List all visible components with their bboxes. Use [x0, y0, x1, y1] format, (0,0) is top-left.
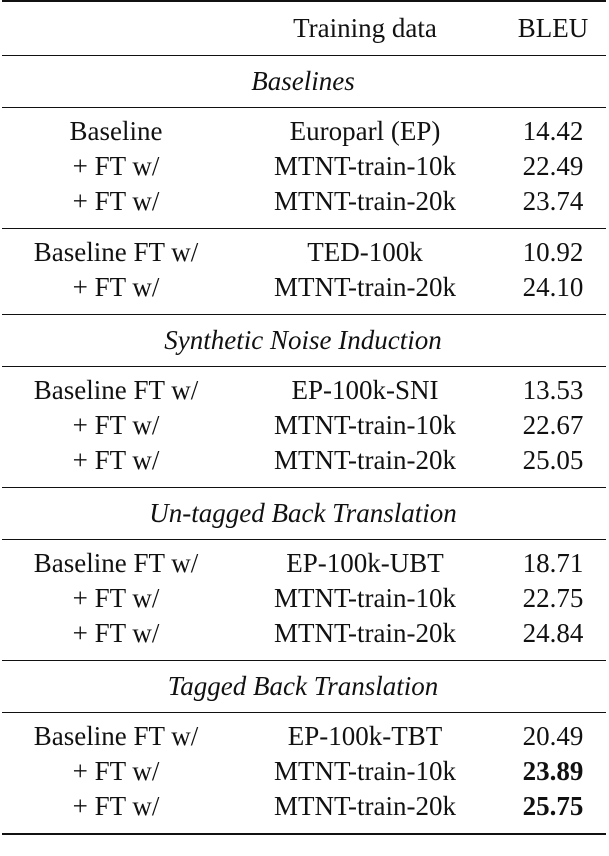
table-row [0, 149, 609, 184]
table-row [0, 754, 609, 789]
cell-training-data: MTNT-train-10k [274, 756, 456, 786]
cell-training-data: EP-100k-SNI [291, 375, 439, 405]
cell-training-data: MTNT-train-20k [274, 186, 456, 216]
cell-bleu: 25.75 [522, 791, 584, 821]
cell-bleu: 22.49 [522, 151, 584, 181]
cell-bleu: 24.84 [522, 618, 584, 648]
bottom-rule [2, 833, 606, 835]
cell-bleu: 20.49 [522, 721, 584, 751]
cell-model: Baseline FT w/ [33, 237, 199, 267]
cell-bleu: 23.89 [522, 756, 584, 786]
table-row [0, 789, 609, 824]
table-row [0, 270, 609, 305]
cell-model: + FT w/ [72, 151, 160, 181]
cell-training-data: MTNT-train-10k [274, 410, 456, 440]
cell-training-data: MTNT-train-20k [274, 272, 456, 302]
cell-training-data: MTNT-train-20k [274, 618, 456, 648]
cell-training-data: TED-100k [307, 237, 423, 267]
cell-model: Baseline FT w/ [33, 375, 199, 405]
cell-model: Baseline FT w/ [33, 548, 199, 578]
cell-model: Baseline FT w/ [33, 721, 199, 751]
cell-bleu: 10.92 [522, 237, 584, 267]
cell-bleu: 25.05 [522, 445, 584, 475]
cell-model: Baseline [69, 116, 163, 146]
cell-bleu: 13.53 [522, 375, 584, 405]
section-title: Baselines [251, 66, 355, 96]
cell-training-data: Europarl (EP) [289, 116, 441, 146]
table-row [0, 719, 609, 754]
cell-training-data: MTNT-train-10k [274, 151, 456, 181]
block-spacer [0, 305, 609, 314]
table-row [0, 546, 609, 581]
cell-model: + FT w/ [72, 410, 160, 440]
header-training-data: Training data [293, 13, 437, 43]
block-spacer [0, 219, 609, 228]
table-row [0, 235, 609, 270]
cell-bleu: 18.71 [522, 548, 584, 578]
table-row [0, 114, 609, 149]
cell-bleu: 24.10 [522, 272, 584, 302]
cell-model: + FT w/ [72, 791, 160, 821]
cell-model: + FT w/ [72, 186, 160, 216]
section-title: Synthetic Noise Induction [164, 325, 442, 355]
cell-bleu: 14.42 [522, 116, 584, 146]
table-row [0, 184, 609, 219]
cell-bleu: 23.74 [522, 186, 584, 216]
section-title: Un-tagged Back Translation [149, 498, 457, 528]
cell-training-data: EP-100k-TBT [287, 721, 443, 751]
cell-bleu: 22.75 [522, 583, 584, 613]
cell-training-data: MTNT-train-20k [274, 791, 456, 821]
cell-model: + FT w/ [72, 618, 160, 648]
table-row [0, 616, 609, 651]
cell-bleu: 22.67 [522, 410, 584, 440]
table-row [0, 373, 609, 408]
table-body [0, 56, 609, 835]
header-row [0, 2, 609, 55]
cell-training-data: MTNT-train-10k [274, 583, 456, 613]
header-bleu: BLEU [517, 13, 589, 43]
cell-model: + FT w/ [72, 756, 160, 786]
cell-model: + FT w/ [72, 583, 160, 613]
block-spacer [0, 651, 609, 660]
table-row [0, 443, 609, 478]
cell-model: + FT w/ [72, 272, 160, 302]
section-title: Tagged Back Translation [167, 671, 439, 701]
block-spacer [0, 478, 609, 487]
block-spacer [0, 824, 609, 833]
cell-training-data: MTNT-train-20k [274, 445, 456, 475]
table-row [0, 408, 609, 443]
cell-training-data: EP-100k-UBT [286, 548, 444, 578]
table-row [0, 581, 609, 616]
cell-model: + FT w/ [72, 445, 160, 475]
